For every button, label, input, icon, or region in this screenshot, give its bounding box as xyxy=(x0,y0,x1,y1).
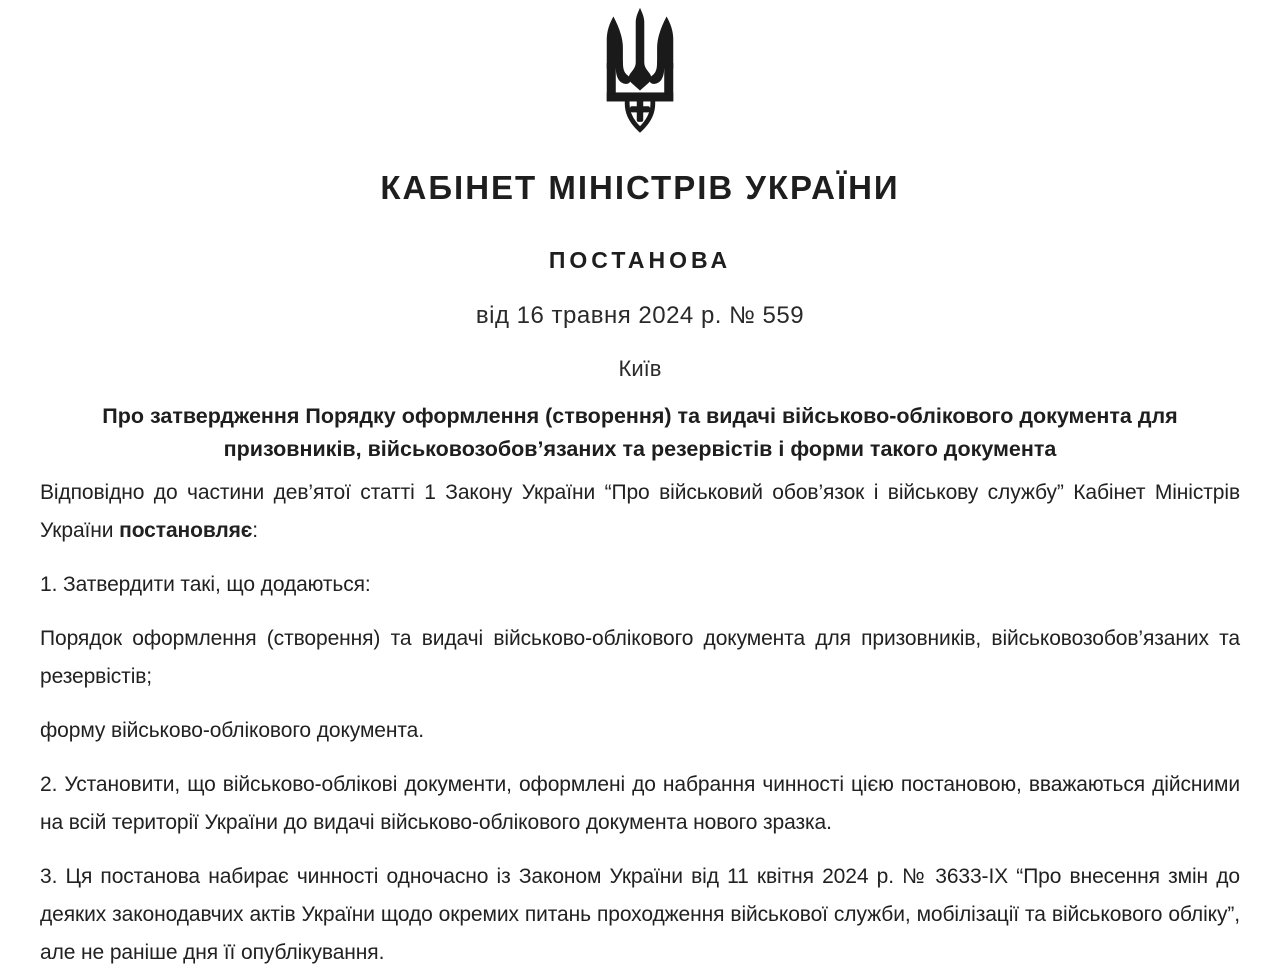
preamble-bold-word: постановляє xyxy=(119,519,253,542)
document-title: Про затвердження Порядку оформлення (створення) та видачі військово-облікового документа для призовників, військовозобов’язаних та резервістів і форми такого документа xyxy=(102,404,1178,461)
paragraph-4: 2. Установити, що військово-облікові документи, оформлені до набрання чинності цією постановою, вважаються дійсними на всій території України до видачі військово-облікового документа нового зразка. xyxy=(40,773,1240,834)
document-body xyxy=(40,474,1240,972)
org-name: КАБІНЕТ МІНІСТРІВ УКРАЇНИ xyxy=(380,169,900,206)
paragraph-2: Порядок оформлення (створення) та видачі військово-облікового документа для призовників, військовозобов’язаних та резервістів; xyxy=(40,627,1240,688)
preamble-colon: : xyxy=(252,519,259,542)
paragraph-5: 3. Ця постанова набирає чинності одночасно із Законом України від 11 квітня 2024 р. № 3633-IX “Про внесення змін до деяких законодавчих актів України щодо окремих питань проходження військової служби, мобілізації та військового обліку”, але не раніше дня її опублікування. xyxy=(40,865,1240,964)
coat-of-arms-container xyxy=(40,4,1240,139)
preamble-text: Відповідно до частини дев’ятої статті 1 Закону України “Про військовий обов’язок і військову службу” Кабінет Міністрів України xyxy=(40,481,1240,542)
paragraph-3: форму військово-облікового документа. xyxy=(40,719,424,742)
paragraph-1: 1. Затвердити такі, що додаються: xyxy=(40,573,371,596)
preamble-paragraph xyxy=(40,474,1240,550)
date-number-line: від 16 травня 2024 р. № 559 xyxy=(475,302,805,329)
city-line: Київ xyxy=(618,356,662,381)
doc-type-heading: ПОСТАНОВА xyxy=(548,247,732,273)
ukraine-trident-icon xyxy=(602,6,678,139)
